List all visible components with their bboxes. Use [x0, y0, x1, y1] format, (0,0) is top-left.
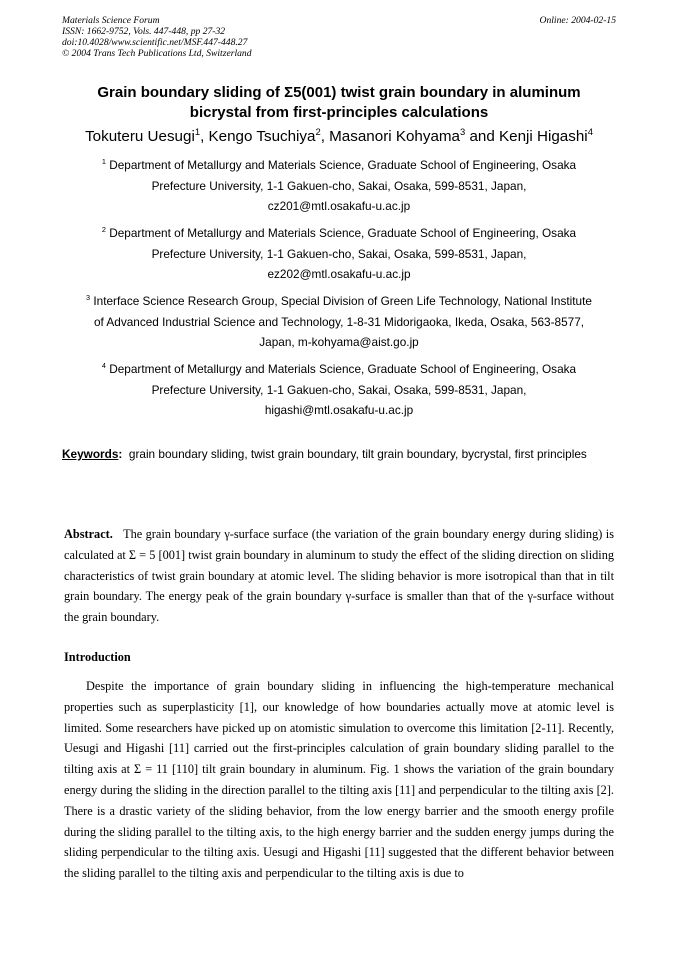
author-affiliation-mark: 3	[460, 125, 466, 137]
abstract-label: Abstract.	[64, 527, 113, 541]
title-line-2: bicrystal from first-principles calculations	[189, 103, 489, 121]
paper-title	[62, 83, 616, 122]
affiliation-line: Prefecture University, 1-1 Gakuen-cho, Sakai, Osaka, 599-8531, Japan,	[151, 178, 527, 193]
affiliation-number: 4	[101, 361, 106, 371]
affiliation-2	[62, 223, 616, 285]
abstract-text: The grain boundary γ-surface surface (the variation of the grain boundary energy during sliding) is calculated at Σ = 5 [001] twist grain boundary in aluminum to study the effect of the sliding direction on sliding characteristics of twist grain boundary at atomic level. The sliding behavior is more isotropical than that in tilt grain boundary. The energy peak of the grain boundary γ-surface is smaller than that of the γ-surface without the grain boundary.	[64, 527, 614, 625]
affiliation-number: 1	[101, 157, 106, 167]
doi-line: doi:10.4028/www.scientific.net/MSF.447-448.27	[62, 37, 248, 48]
keywords-label: Keywords	[62, 447, 119, 461]
online-date: Online: 2004-02-15	[539, 15, 616, 26]
affiliation-number: 2	[101, 225, 106, 235]
author-name: Kenji Higashi	[499, 128, 588, 145]
affiliation-email: Japan, m-kohyama@aist.go.jp	[259, 335, 419, 349]
keywords-text: grain boundary sliding, twist grain boundary, tilt grain boundary, bycrystal, first principles	[128, 447, 587, 461]
keywords-block: Keywords: grain boundary sliding, twist grain boundary, tilt grain boundary, bycrystal, first principles	[62, 447, 587, 461]
abstract-block	[64, 524, 614, 628]
affiliation-line	[62, 291, 616, 312]
journal-name: Materials Science Forum	[62, 15, 160, 26]
affiliation-text: Department of Metallurgy and Materials Science, Graduate School of Engineering, Osaka	[109, 362, 577, 376]
author-name: Tokuteru Uesugi	[85, 128, 195, 145]
affiliation-4	[62, 359, 616, 421]
author-separator: ,	[200, 128, 209, 145]
affiliation-email: cz201@mtl.osakafu-u.ac.jp	[267, 199, 411, 213]
introduction-paragraph: Despite the importance of grain boundary sliding in influencing the high-temperature mechanical properties such as superplasticity [1], our knowledge of how boundaries actually move at atomic level is limited. Some researchers have picked up on atomistic simulation to overcome this limitation [2-11]. Recently, Uesugi and Higashi [11] carried out the first-principles calculation of grain boundary sliding parallel to the tilting axis at Σ = 11 [110] tilt grain boundary in aluminum. Fig. 1 shows the variation of the grain boundary energy during the sliding in the direction parallel to the tilting axis [11] and perpendicular to the tilting axis [2]. There is a drastic variety of the sliding behavior, from the low energy barrier and the smooth energy profile during the sliding parallel to the tilting axis, to the high energy barrier and the sudden energy jumps during the sliding perpendicular to the tilting axis. Uesugi and Higashi [11] suggested that the different behavior between the sliding parallel to the tilting axis and perpendicular to the tilting axis is due to	[64, 679, 614, 881]
affiliation-number: 3	[86, 293, 91, 303]
affiliation-email: ez202@mtl.osakafu-u.ac.jp	[267, 267, 411, 281]
affiliation-1	[62, 155, 616, 217]
affiliation-line	[62, 359, 616, 380]
author-affiliation-mark: 4	[587, 125, 593, 137]
affiliation-text: Department of Metallurgy and Materials Science, Graduate School of Engineering, Osaka	[109, 158, 577, 172]
affiliation-line	[62, 223, 616, 244]
affiliation-line: Prefecture University, 1-1 Gakuen-cho, Sakai, Osaka, 599-8531, Japan,	[151, 246, 527, 261]
affiliation-line	[62, 155, 616, 176]
author-name: Kengo Tsuchiya	[208, 128, 316, 145]
affiliation-text: Interface Science Research Group, Special Division of Green Life Technology, National Institute	[93, 294, 592, 308]
affiliation-line: of Advanced Industrial Science and Technology, 1-8-31 Midorigaoka, Ikeda, Osaka, 563-8577,	[93, 314, 585, 329]
author-name: Masanori Kohyama	[329, 128, 461, 145]
author-affiliation-mark: 1	[194, 125, 201, 137]
author-affiliation-mark: 2	[315, 125, 321, 137]
affiliation-line: Prefecture University, 1-1 Gakuen-cho, Sakai, Osaka, 599-8531, Japan,	[151, 382, 527, 397]
issn-line: ISSN: 1662-9752, Vols. 447-448, pp 27-32	[62, 26, 226, 37]
copyright-line: © 2004 Trans Tech Publications Ltd, Switzerland	[62, 48, 252, 59]
author-separator: ,	[320, 128, 330, 145]
journal-header	[62, 15, 616, 59]
affiliation-3	[62, 291, 616, 353]
title-line-1: Grain boundary sliding of Σ5(001) twist grain boundary in aluminum	[97, 84, 581, 101]
author-list	[62, 127, 616, 147]
author-separator: and	[465, 128, 500, 145]
affiliation-text: Department of Metallurgy and Materials Science, Graduate School of Engineering, Osaka	[109, 226, 577, 240]
introduction-heading: Introduction	[64, 650, 131, 664]
affiliation-email: higashi@mtl.osakafu-u.ac.jp	[264, 403, 414, 417]
